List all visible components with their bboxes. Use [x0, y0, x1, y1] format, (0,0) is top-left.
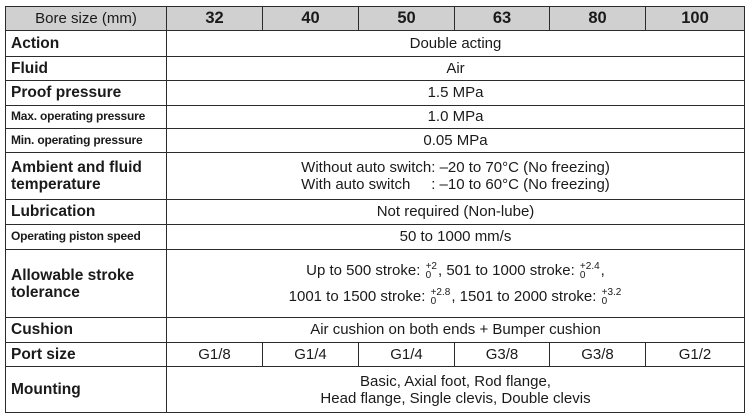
stroke-item-1-text: Up to 500 stroke: — [306, 261, 421, 279]
stroke-item-3-text: 1001 to 1500 stroke: — [288, 287, 426, 305]
mounting-label: Mounting — [6, 367, 167, 413]
lubrication-value: Not required (Non-lube) — [167, 200, 745, 224]
action-value: Double acting — [167, 31, 745, 56]
specifications-table — [5, 6, 745, 413]
port-size-40: G1/4 — [263, 342, 359, 366]
cushion-label: Cushion — [6, 318, 167, 342]
stroke-tolerance-value: Up to 500 stroke: +2 0 , 501 to 1000 stroke: +2.4 0 , 1001 to 1500 stroke: +2.8 0 , 1501 to 2000 stroke: +3.2 0 — [167, 250, 745, 318]
bore-100: 100 — [646, 7, 745, 31]
bore-32: 32 — [167, 7, 263, 31]
ambient-line2-value: : –10 to 60°C (No freezing) — [431, 176, 610, 194]
header-row — [6, 7, 745, 31]
bore-40: 40 — [263, 7, 359, 31]
ambient-temperature-label — [6, 153, 167, 200]
stroke-label-line2: tolerance — [11, 283, 80, 301]
fluid-value: Air — [167, 56, 745, 80]
proof-pressure-label: Proof pressure — [6, 81, 167, 105]
stroke-tolerance-row — [6, 250, 745, 318]
mounting-value — [167, 367, 745, 413]
ambient-temperature-value — [167, 153, 745, 200]
ambient-label-line1: Ambient and fluid — [11, 159, 142, 177]
lubrication-label: Lubrication — [6, 200, 167, 224]
stroke-label-line1: Allowable stroke — [11, 266, 135, 284]
min-pressure-value: 0.05 MPa — [167, 129, 745, 153]
stroke-item-2-text: 501 to 1000 stroke: — [446, 261, 575, 279]
port-size-63: G3/8 — [455, 342, 550, 366]
port-size-80: G3/8 — [550, 342, 646, 366]
mounting-line2: Head flange, Single clevis, Double clevis — [320, 389, 591, 407]
ambient-label-line2: temperature — [11, 176, 101, 194]
stroke-item-1-tolerance: +2 0 — [425, 260, 437, 281]
max-pressure-row — [6, 105, 745, 128]
stroke-tolerance-label — [6, 250, 167, 318]
proof-pressure-row — [6, 81, 745, 105]
lubrication-row — [6, 200, 745, 224]
stroke-item-4-tolerance: +3.2 0 — [601, 286, 622, 307]
stroke-item-4-text: 1501 to 2000 stroke: — [459, 287, 597, 305]
mounting-line1: Basic, Axial foot, Rod flange, — [360, 372, 551, 390]
action-label: Action — [6, 31, 167, 56]
bore-size-header: Bore size (mm) — [6, 7, 167, 31]
port-size-label: Port size — [6, 342, 167, 366]
cushion-value: Air cushion on both ends + Bumper cushion — [167, 318, 745, 342]
bore-50: 50 — [359, 7, 455, 31]
piston-speed-row — [6, 224, 745, 249]
max-pressure-value: 1.0 MPa — [167, 105, 745, 128]
max-pressure-label: Max. operating pressure — [6, 105, 167, 128]
fluid-row — [6, 56, 745, 80]
stroke-item-2-tolerance: +2.4 0 — [579, 260, 600, 281]
piston-speed-label: Operating piston speed — [6, 224, 167, 249]
port-size-50: G1/4 — [359, 342, 455, 366]
bore-80: 80 — [550, 7, 646, 31]
cushion-row — [6, 318, 745, 342]
ambient-line1-value: –20 to 70°C (No freezing) — [439, 159, 610, 177]
port-size-32: G1/8 — [167, 342, 263, 366]
stroke-item-3-tolerance: +2.8 0 — [430, 286, 451, 307]
mounting-row — [6, 367, 745, 413]
proof-pressure-value: 1.5 MPa — [167, 81, 745, 105]
piston-speed-value: 50 to 1000 mm/s — [167, 224, 745, 249]
port-size-100: G1/2 — [646, 342, 745, 366]
ambient-line1-prefix: Without auto switch: — [301, 159, 436, 177]
min-pressure-row — [6, 129, 745, 153]
port-size-row — [6, 342, 745, 366]
min-pressure-label: Min. operating pressure — [6, 129, 167, 153]
action-row — [6, 31, 745, 56]
ambient-line2-prefix: With auto switch — [301, 176, 411, 194]
fluid-label: Fluid — [6, 56, 167, 80]
ambient-temperature-row — [6, 153, 745, 200]
bore-63: 63 — [455, 7, 550, 31]
